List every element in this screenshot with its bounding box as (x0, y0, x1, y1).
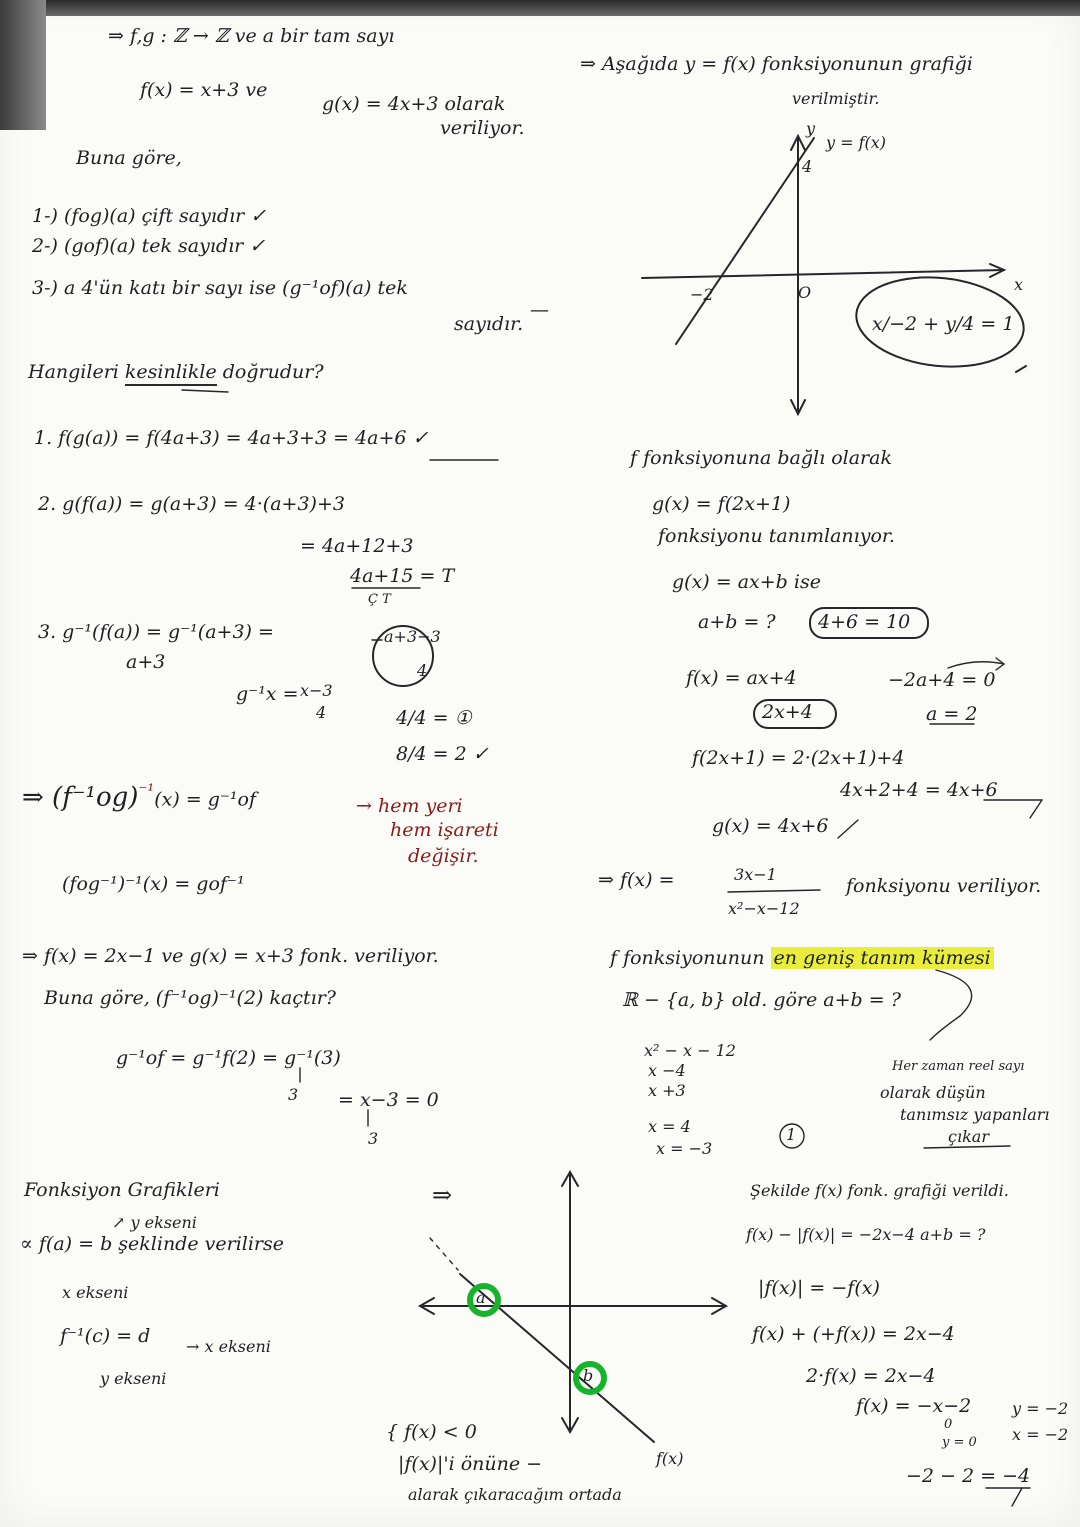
q1-circle-frac (373, 626, 433, 686)
q4-note-3: tanımsız yapanları (900, 1105, 1050, 1124)
q3-graph (642, 133, 1028, 414)
q4-line-1r: fonksiyonu veriliyor. (846, 875, 1042, 897)
q4-note-2: olarak düşün (880, 1083, 986, 1102)
q4-fraction-num: 3x−1 (734, 865, 777, 884)
graphs-note-1: { f(x) < 0 (386, 1421, 477, 1443)
rule-line-1-exp: ⁻¹ (138, 781, 155, 801)
rule-note-3: değişir. (408, 845, 479, 867)
q5-line-9: −2 − 2 = −4 (906, 1465, 1031, 1487)
graph-point-a: a (476, 1288, 486, 1307)
graphs-sketch (420, 1172, 726, 1442)
graphs-x-note: x ekseni (62, 1283, 129, 1302)
q3-tick-neg2: −2 (690, 285, 714, 304)
q3-body-1: f fonksiyonuna bağlı olarak (630, 447, 892, 469)
q1-solution-2d: Ç T (368, 592, 391, 607)
q3-result-tick (838, 820, 858, 838)
q5-line-1: Şekilde f(x) fonk. grafiği verildi. (750, 1181, 1009, 1200)
q1-solution-1: 1. f(g(a)) = f(4a+3) = 4a+3+3 = 4a+6 ✓ (34, 427, 429, 449)
q3-body-10: g(x) = 4x+6 (712, 815, 829, 837)
rule-line-1a: ⇒ (f⁻¹og) (22, 782, 139, 813)
q1-ginv-label: g⁻¹x = (236, 683, 299, 705)
q1-solution-2b: = 4a+12+3 (300, 535, 414, 557)
q1-solution-3: 3. g⁻¹(f(a)) = g⁻¹(a+3) = (38, 621, 274, 643)
graphs-note-3: alarak çıkaracağım ortada (408, 1485, 622, 1504)
q1-solution-3-frac-num: a+3−3 (384, 627, 441, 646)
graphs-y-note-2: y ekseni (100, 1369, 167, 1388)
q1-line-3: veriliyor. (440, 117, 525, 139)
q3-line-1: ⇒ Aşağıda y = f(x) fonksiyonunun grafiği (580, 53, 973, 75)
graph-point-a-marker (470, 1286, 498, 1314)
q4-underline-note (924, 1146, 1010, 1148)
q5-line-8: y = 0 (942, 1435, 977, 1450)
q4-work-1: x² − x − 12 (644, 1041, 736, 1060)
q4-line-2a: f fonksiyonunun (610, 947, 765, 969)
graphs-y-note: ↗ y ekseni (112, 1213, 197, 1232)
q1-check-2: 8/4 = 2 ✓ (396, 743, 489, 765)
q1-question-underlined: kesinlikle (125, 361, 217, 386)
q1-solution-3a: a+3 (126, 651, 166, 673)
q3-underline-4x6-tick (1030, 800, 1042, 818)
q3-axis-y-label: y (806, 119, 816, 138)
q4-line-3: ℝ − {a, b} old. göre a+b = ? (622, 989, 901, 1011)
rule-line-2: (fog⁻¹)⁻¹(x) = gof⁻¹ (62, 873, 245, 895)
q3-tick-4: 4 (802, 157, 813, 176)
q5-underline-tick (1012, 1488, 1022, 1506)
q4-work-5: x = −3 (656, 1139, 713, 1158)
q3-body-6r: −2a+4 = 0 (888, 669, 996, 691)
q1-question-start: Hangileri (28, 361, 119, 383)
q3-origin: O (798, 283, 812, 302)
q1-question-end: doğrudur? (222, 361, 324, 383)
q1-line-4: Buna göre, (76, 147, 182, 169)
q5-line-6r: y = −2 (1012, 1399, 1069, 1418)
q2-line-4-sub: 3 (368, 1129, 379, 1148)
graphs-fx-line (460, 1274, 654, 1442)
q1-line-2a: f(x) = x+3 ve (140, 79, 268, 101)
q4-work-2: x −4 (648, 1061, 686, 1080)
q3-fx-label: y = f(x) (826, 133, 887, 152)
q3-intercept-form: x/−2 + y/4 = 1 (872, 313, 1015, 335)
rule-note-1: → hem yeri (356, 795, 463, 817)
q1-underline-kesin (182, 390, 228, 392)
graphs-arrow-note: → x ekseni (186, 1337, 271, 1356)
q5-line-2: f(x) − |f(x)| = −2x−4 a+b = ? (746, 1225, 986, 1244)
q3-circle (852, 269, 1028, 374)
q4-note-4: çıkar (948, 1127, 989, 1146)
q2-line-4: = x−3 = 0 (338, 1089, 439, 1111)
q5-line-4: f(x) + (+f(x)) = 2x−4 (752, 1323, 955, 1345)
q4-fraction-den: x²−x−12 (728, 899, 800, 918)
q3-body-5: a+b = ? (698, 611, 776, 633)
graphs-arrow: ⇒ (432, 1181, 453, 1209)
q4-line-1: ⇒ f(x) = (598, 869, 675, 891)
q5-line-7r: x = −2 (1012, 1425, 1069, 1444)
q3-body-3: fonksiyonu tanımlanıyor. (658, 525, 895, 547)
q3-line-2: verilmiştir. (792, 89, 880, 108)
q4-answer-circle (780, 1124, 804, 1148)
q3-x-axis (642, 270, 1004, 278)
q5-line-6: f(x) = −x−2 (856, 1395, 972, 1417)
graphs-line-1: ∝ f(a) = b şeklinde verilirse (20, 1233, 284, 1255)
q2-line-2: Buna göre, (f⁻¹og)⁻¹(2) kaçtır? (44, 987, 336, 1009)
q3-body-9: 4x+2+4 = 4x+6 (840, 779, 998, 801)
q2-line-1: ⇒ f(x) = 2x−1 ve g(x) = x+3 fonk. veriliyor. (22, 945, 439, 967)
graphs-line-2: f⁻¹(c) = d (60, 1325, 151, 1347)
q1-item-2: 2-) (gof)(a) tek sayıdır ✓ (32, 235, 266, 257)
q5-line-5: 2·f(x) = 2x−4 (806, 1365, 936, 1387)
graphs-note-2: |f(x)|'i önüne − (398, 1453, 543, 1475)
q1-line-1: ⇒ f,g : ℤ → ℤ ve a bir tam sayı (108, 25, 395, 47)
q1-line-2b: g(x) = 4x+3 olarak (322, 93, 506, 115)
graphs-title: Fonksiyon Grafikleri (24, 1179, 220, 1201)
q3-fx-line (676, 138, 814, 344)
q3-circle-tick (1016, 366, 1026, 372)
q3-body-2: g(x) = f(2x+1) (652, 493, 791, 515)
q4-note-1: Her zaman reel sayı (892, 1059, 1025, 1074)
rule-line-1c: (x) = g⁻¹of (154, 788, 257, 811)
q1-ginv-den: 4 (316, 703, 327, 722)
graph-fx-label: f(x) (656, 1449, 684, 1468)
q5-line-7: 0 (944, 1417, 953, 1432)
q3-answer-box: 4+6 = 10 (818, 611, 911, 633)
q3-body-7: 2x+4 (762, 701, 813, 723)
q1-solution-3-frac-den: 4 (417, 661, 428, 680)
q1-item-3b: sayıdır. (454, 313, 524, 335)
q1-solution-2c: 4a+15 = T (350, 565, 455, 587)
q3-body-6: f(x) = ax+4 (686, 667, 797, 689)
q3-body-4: g(x) = ax+b ise (672, 571, 821, 593)
q1-item-1: 1-) (fog)(a) çift sayıdır ✓ (32, 205, 267, 227)
q1-check-1: 4/4 = ① (396, 707, 472, 729)
q3-body-7r: a = 2 (926, 703, 978, 725)
q2-line-3-sub: 3 (288, 1085, 299, 1104)
q4-highlight: en geniş tanım kümesi (771, 947, 994, 969)
q1-item-3: 3-) a 4'ün katı bir sayı ise (g⁻¹of)(a) tek (32, 277, 408, 299)
q1-ginv-num: x−3 (300, 681, 333, 700)
q1-solution-2: 2. g(f(a)) = g(a+3) = 4·(a+3)+3 (38, 493, 345, 515)
q4-work-4: x = 4 (648, 1117, 691, 1136)
q3-2x4-pill (754, 700, 836, 728)
q3-axis-x-label: x (1014, 275, 1024, 294)
q5-line-3: |f(x)| = −f(x) (758, 1277, 880, 1299)
graphs-dashed-ext (430, 1238, 458, 1270)
rule-note-2: hem işareti (390, 819, 499, 841)
q4-answer: 1 (786, 1125, 797, 1144)
q3-answer-pill (810, 608, 928, 638)
q2-line-3: g⁻¹of = g⁻¹f(2) = g⁻¹(3) (116, 1047, 341, 1069)
q4-work-3: x +3 (648, 1081, 686, 1100)
q4-arrow-curve (930, 970, 972, 1040)
graph-point-b: b (583, 1366, 594, 1385)
q3-body-8: f(2x+1) = 2·(2x+1)+4 (692, 747, 905, 769)
q3-arrow-curve (948, 662, 1004, 668)
q1-item-3-dash: — (530, 299, 549, 321)
q4-fraction-bar (728, 890, 820, 892)
